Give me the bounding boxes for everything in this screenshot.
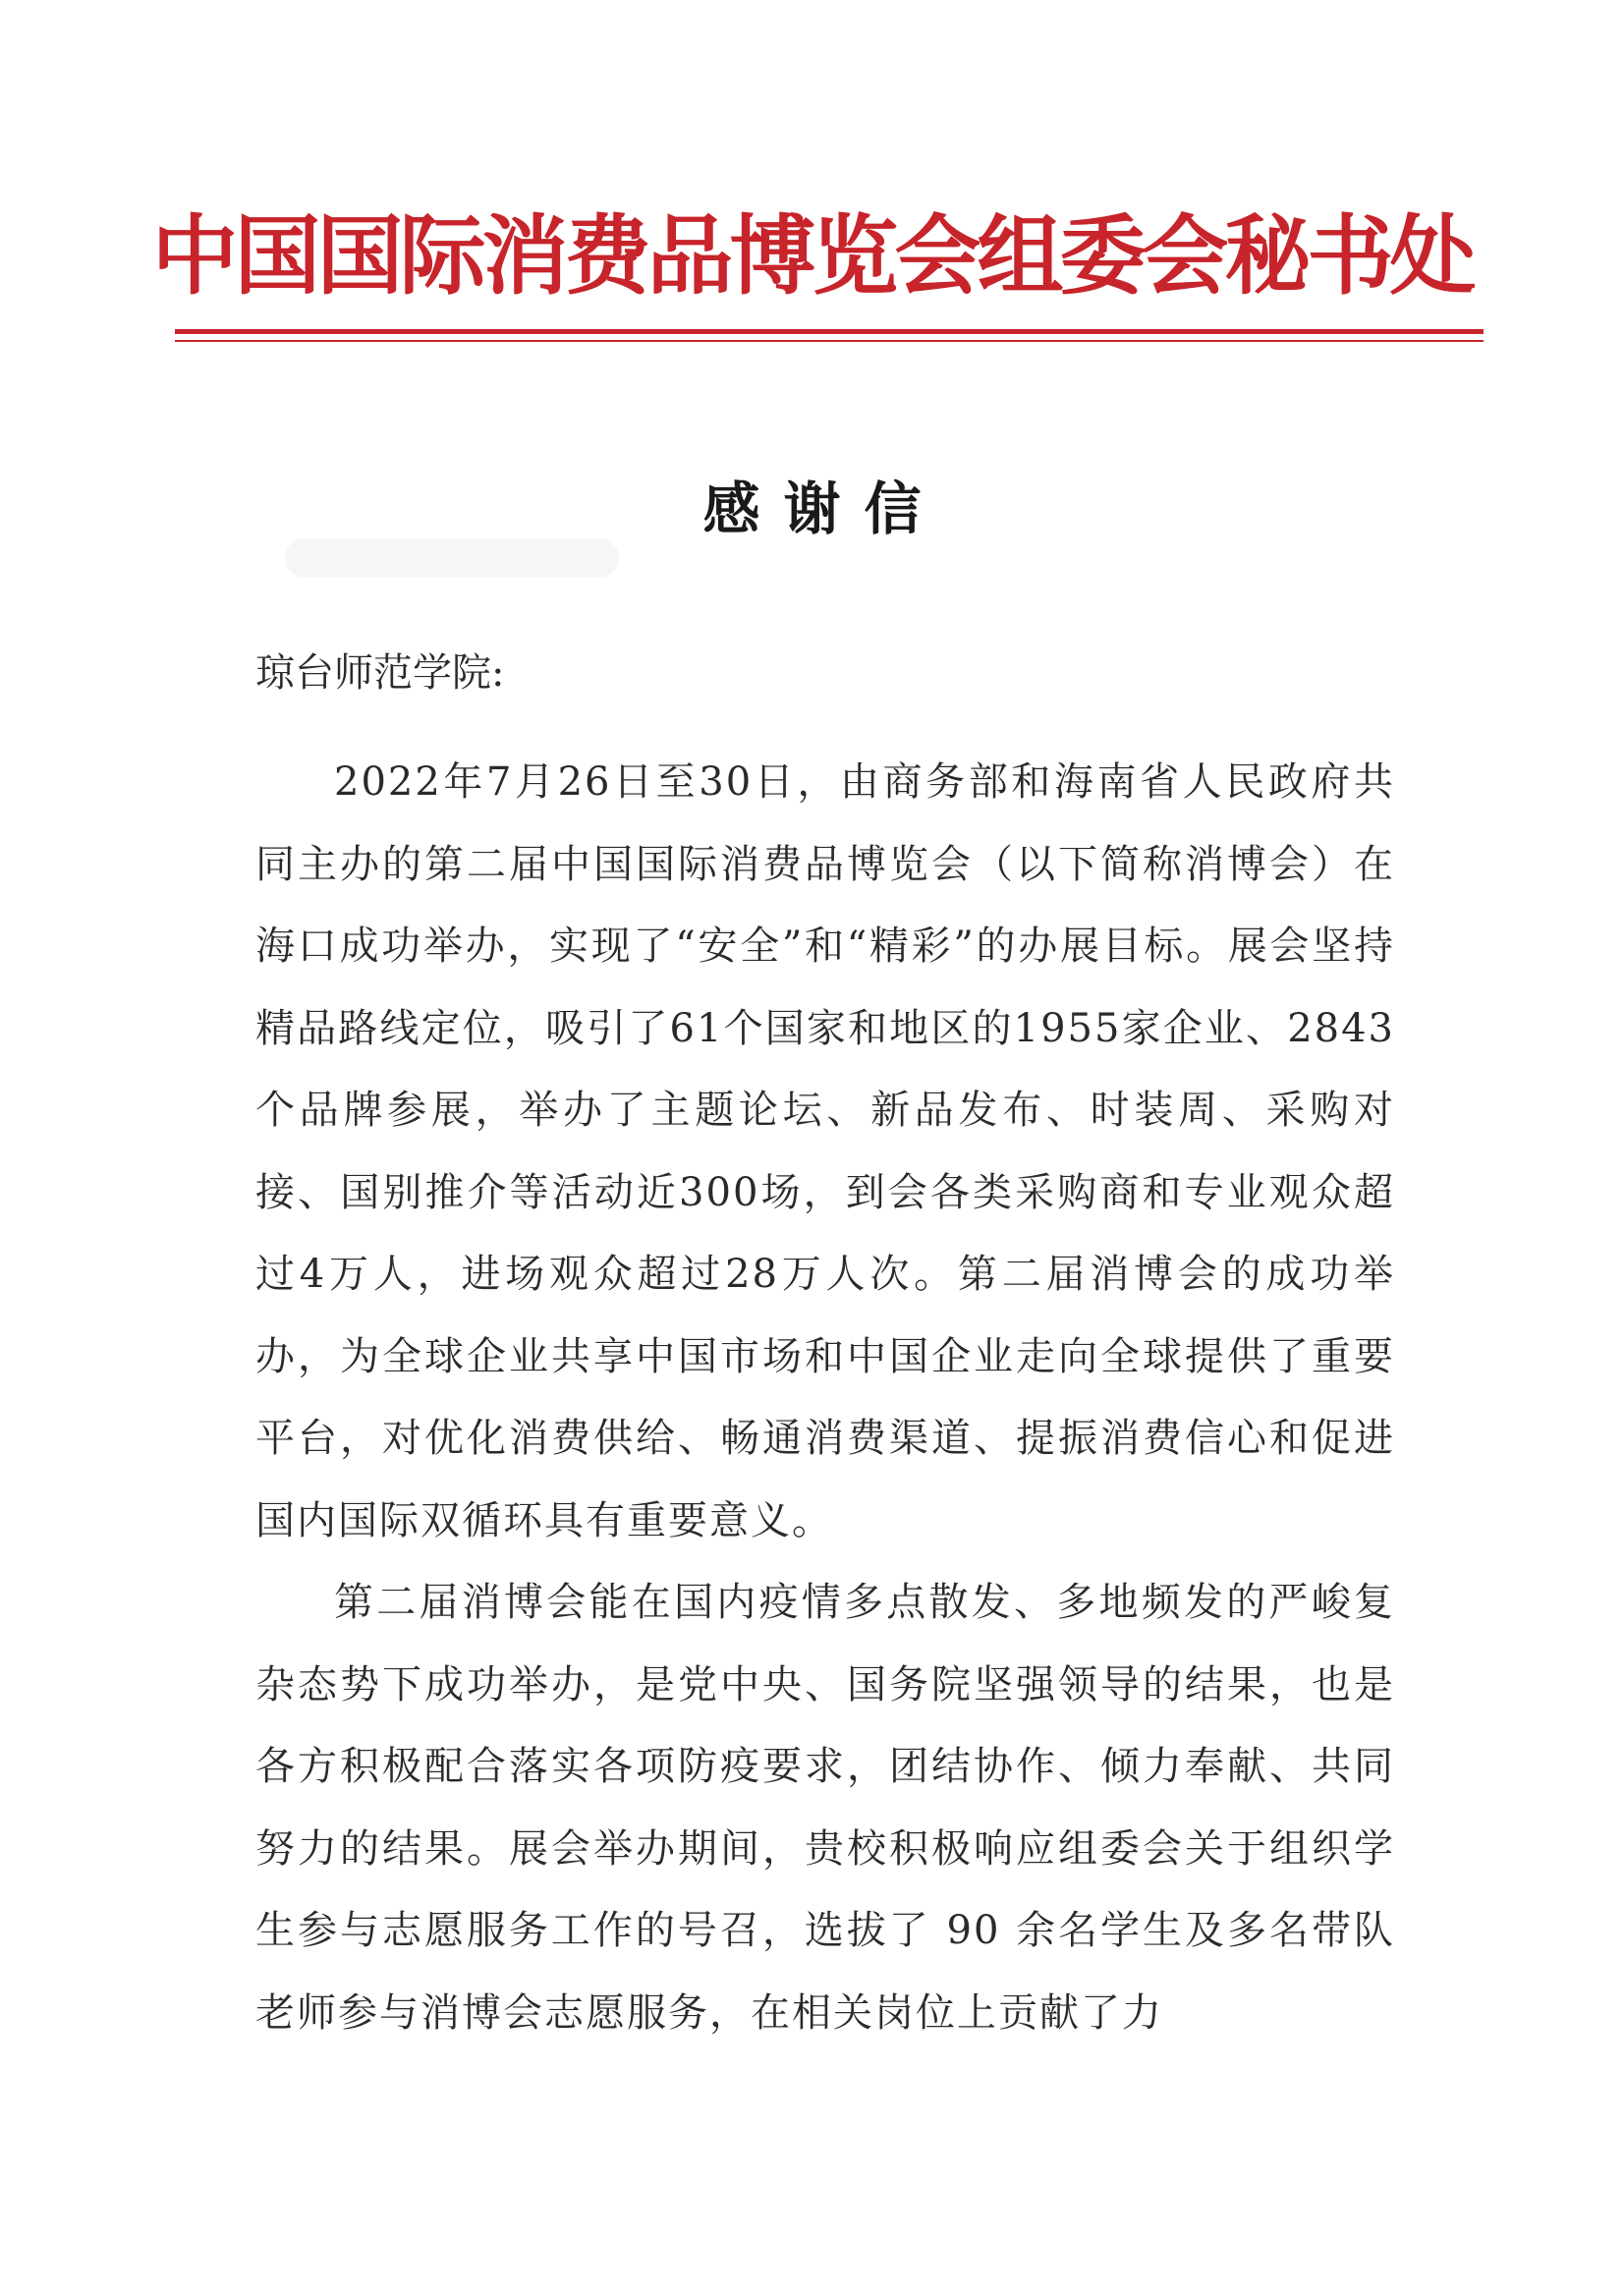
letter-title: 感谢信: [702, 476, 945, 542]
paragraph-2: 第二届消博会能在国内疫情多点散发、多地频发的严峻复杂态势下成功举办，是党中央、国务院坚强领导的结果，也是各方积极配合落实各项防疫要求，团结协作、倾力奉献、共同努力的结果。展会举办期间，贵校积极响应组委会关于组织学生参与志愿服务工作的号召，选拔了 90 余名学生及多名带队老师参与消博会志愿服务，在相关岗位上贡献了力: [255, 1580, 1395, 2036]
letterhead-divider-thin: [175, 340, 1484, 342]
letterhead-organization: 中国国际消费品博览会组委会秘书处: [151, 204, 1473, 307]
salutation: 琼台师范学院:: [255, 650, 505, 696]
letterhead-divider-thick: [175, 329, 1484, 334]
paragraph-1: 2022年7月26日至30日，由商务部和海南省人民政府共同主办的第二届中国国际消费品博览会（以下简称消博会）在海口成功举办，实现了“安全”和“精彩”的办展目标。展会坚持精品路线定位，吸引了61个国家和地区的1955家企业、2843个品牌参展，举办了主题论坛、新品发布、时装周、采购对接、国别推介等活动近300场，到会各类采购商和专业观众超过4万人，进场观众超过28万人次。第二届消博会的成功举办，为全球企业共享中国市场和中国企业走向全球提供了重要平台，对优化消费供给、畅通消费渠道、提振消费信心和促进国内国际双循环具有重要意义。: [255, 759, 1395, 1543]
letter-body: [255, 742, 1395, 2054]
